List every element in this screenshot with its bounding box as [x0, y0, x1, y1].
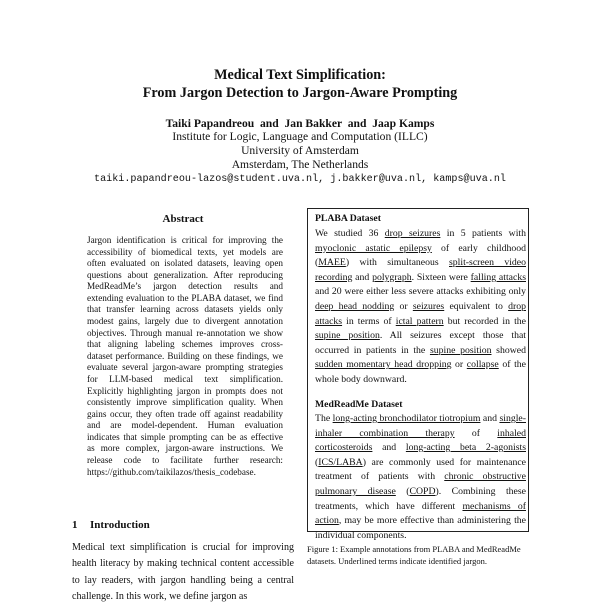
author-emails: taiki.papandreou-lazos@student.uva.nl, j.bakker@uva.nl, kamps@uva.nl	[94, 174, 506, 185]
jargon-term: ictal pattern	[395, 315, 444, 327]
title-line-2: From Jargon Detection to Jargon-Aware Prompting	[142, 85, 458, 101]
jargon-term: sudden momentary head dropping	[315, 359, 452, 371]
jargon-term: inhaled corticosteroids	[315, 427, 526, 454]
paper-title	[0, 66, 600, 102]
plaba-example-text: We studied 36 drop seizures in 5 patients with myoclonic astatic epilepsy of early childhood (MAEE) with simultaneous split-screen video recording and polygraph. Sixteen were falling attacks and 20 were either less severe attacks exhibiting only deep head nodding or seizures equivalent to drop attacks in terms of ictal pattern but recorded in the supine position. All seizures except those that occurred in patients in the supine position showed sudden momentary head dropping or collapse of the whole body downward.	[315, 228, 526, 385]
section-number: 1	[72, 519, 78, 531]
plaba-example-title: PLABA Dataset	[315, 213, 381, 224]
section-title: Introduction	[90, 519, 150, 531]
jargon-term: drop attacks	[315, 300, 526, 327]
jargon-term: falling attacks	[470, 271, 526, 283]
affiliation-location: Amsterdam, The Netherlands	[231, 158, 369, 172]
figure-1-caption: Figure 1: Example annotations from PLABA and MedReadMe datasets. Underlined terms indicate identified jargon.	[307, 544, 521, 566]
jargon-term: MAEE	[318, 257, 346, 269]
jargon-term: single-inhaler combination therapy	[315, 413, 526, 439]
section-heading-introduction	[72, 518, 294, 532]
jargon-term: chronic obstructive pulmonary disease	[315, 471, 526, 497]
jargon-term: supine position	[429, 344, 492, 356]
jargon-term: split-screen video recording	[315, 257, 526, 283]
affiliation-institute: Institute for Logic, Language and Computation (ILLC)	[172, 130, 428, 143]
affiliation-university: University of Amsterdam	[241, 144, 359, 158]
jargon-term: myoclonic astatic epilepsy	[315, 242, 432, 254]
jargon-term: ICS/LABA	[318, 456, 363, 468]
medreadme-example-title: MedReadMe Dataset	[315, 399, 403, 410]
jargon-term: polygraph	[372, 271, 412, 283]
jargon-term: seizures	[412, 300, 445, 312]
jargon-term: long-acting bronchodilator tiotropium	[332, 413, 481, 424]
jargon-term: long-acting beta 2-agonists	[405, 442, 526, 454]
medreadme-example-text: The long-acting bronchodilator tiotropium and single-inhaler combination therapy of inhaled corticosteroids and long-acting beta 2-agonists (ICS/LABA) are commonly used for maintenance treatment of patients with chronic obstructive pulmonary disease (COPD). Combining these treatments, which have different mechanisms of action, may be more effective than administering the individual components.	[315, 413, 526, 541]
jargon-term: drop seizures	[384, 228, 441, 239]
author-list: Taiki Papandreou and Jan Bakker and Jaap Kamps	[165, 117, 435, 130]
introduction-text: Medical text simplification is crucial for improving health literacy by making technical content accessible to lay readers, with jargon handling being a central challenge. In this work, we define jargon as	[72, 542, 294, 602]
jargon-term: mechanisms of action	[315, 500, 526, 527]
jargon-term: supine position	[315, 330, 380, 342]
title-line-1: Medical Text Simplification:	[214, 67, 386, 83]
jargon-term: deep head nodding	[315, 300, 395, 312]
figure-1-box	[307, 208, 529, 541]
abstract-text: Jargon identification is critical for improving the accessibility of biomedical texts, yet models are often evaluated on isolated datasets, leaving open questions about generalization. After reproducing MedReadMe’s jargon detection results and extending evaluation to the PLABA dataset, we find that transfer learning across datasets yields only modest gains, largely due to divergent annotation objectives. Through manual re-annotation we show that aligning labeling schemes improves cross-dataset performance. Building on these findings, we evaluate several jargon-aware prompting strategies for LLM-based medical text simplification. Explicitly highlighting jargon in prompts does not consistently improve simplification quality. When gains occur, they often trade off against readability and are model-dependent. Human evaluation indicates that simple prompting can be as effective as more complex, jargon-aware instructions. We release code to facilitate further research: https://github.com/taikilazos/thesis_codebase.	[87, 235, 283, 477]
affiliation	[0, 130, 600, 173]
jargon-term: collapse	[466, 359, 499, 371]
abstract-heading: Abstract	[162, 213, 204, 225]
jargon-term: COPD	[409, 485, 436, 497]
